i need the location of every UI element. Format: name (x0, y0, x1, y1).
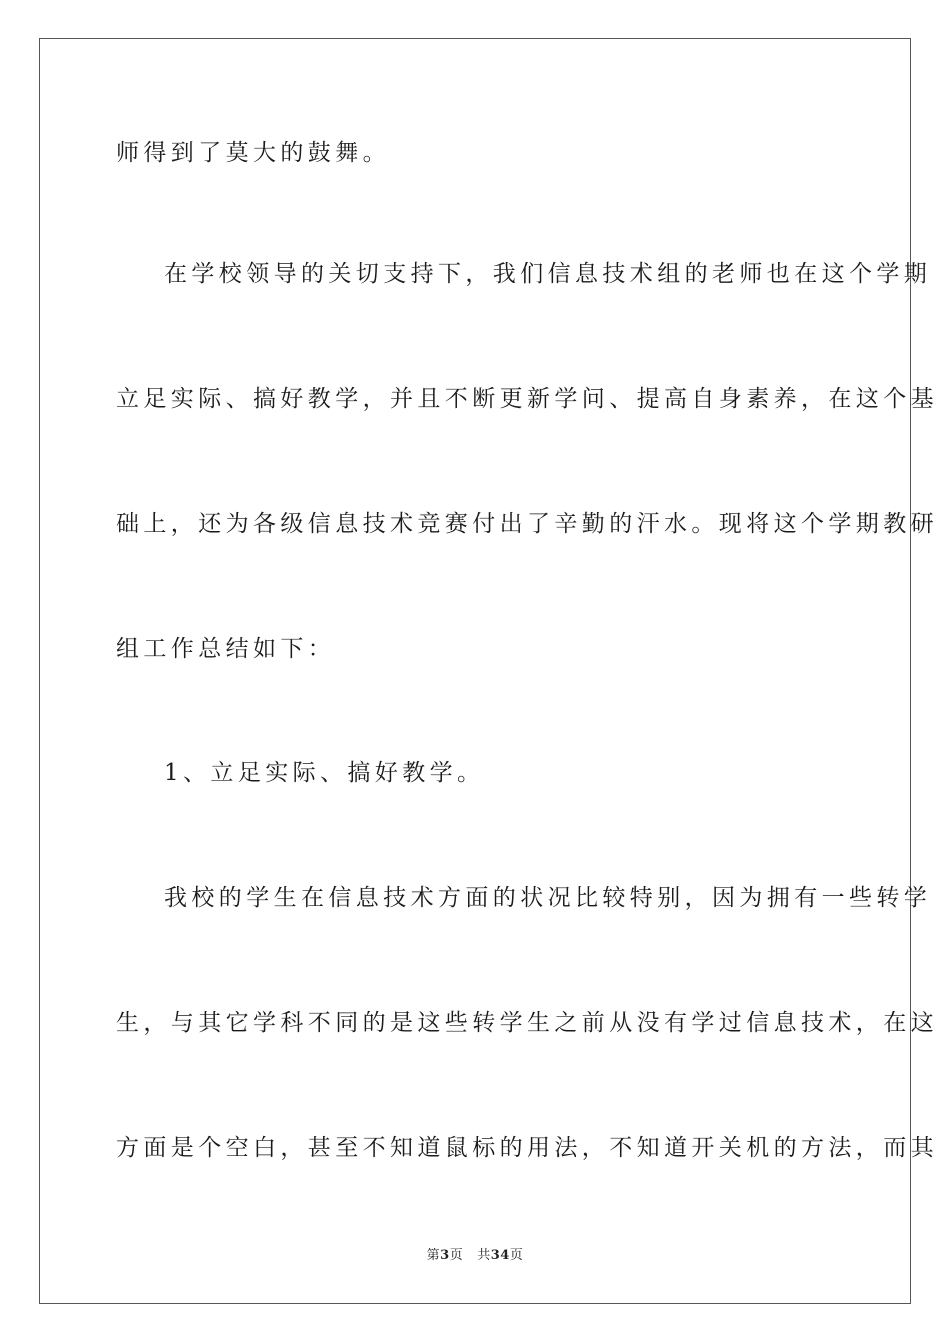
page-number-prefix: 第 (426, 1248, 441, 1263)
page-border (39, 38, 938, 1304)
paragraph-line-3: 立足实际、搞好教学，并且不断更新学问、提高自身素养，在这个基 (116, 386, 938, 412)
page-number-suffix: 页 (449, 1248, 464, 1263)
paragraph-line-8: 方面是个空白，甚至不知道鼠标的用法，不知道开关机的方法，而其 (116, 1135, 938, 1161)
paragraph-line-2: 在学校领导的关切支持下，我们信息技术组的老师也在这个学期 (164, 261, 932, 287)
total-pages-prefix: 共 (477, 1248, 491, 1263)
paragraph-line-5: 组工作总结如下： (116, 636, 336, 662)
page-footer (0, 1247, 950, 1265)
total-pages-suffix: 页 (509, 1248, 524, 1263)
paragraph-line-7: 生，与其它学科不同的是这些转学生之前从没有学过信息技术，在这 (116, 1010, 938, 1036)
paragraph-line-6: 我校的学生在信息技术方面的状况比较特别，因为拥有一些转学 (164, 885, 932, 911)
paragraph-line-4: 础上，还为各级信息技术竞赛付出了辛勤的汗水。现将这个学期教研 (116, 511, 938, 537)
paragraph-line-1: 师得到了莫大的鼓舞。 (116, 140, 390, 166)
total-pages: 34 (490, 1248, 510, 1263)
section-heading: 1、立足实际、搞好教学。 (164, 760, 485, 786)
page-number: 3 (440, 1248, 450, 1263)
